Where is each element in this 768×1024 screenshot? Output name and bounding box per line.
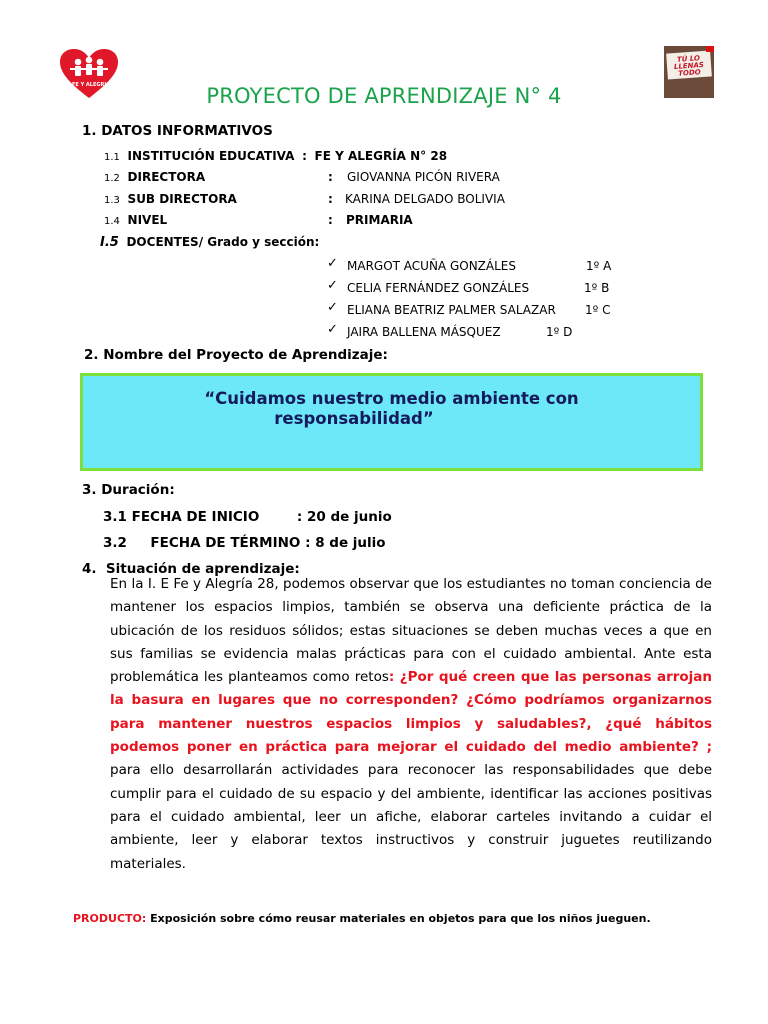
- docente-grade: 1º A: [586, 259, 612, 273]
- situacion-retos: : ¿Por qué creen que las personas arrojan la basura en lugares que no corresponden? ¿Cómo podríamos organizarnos para mantener nuestros espacios limpios y saludables?, ¿qué hábitos podemos poner en práctica para mejorar el cuidado del medio ambiente? ;: [110, 669, 713, 756]
- project-name-box: [80, 373, 703, 471]
- info-num: 1.4: [104, 216, 120, 227]
- info-num: 1.3: [104, 195, 120, 206]
- situacion-text-2: para ello desarrollarán actividades para reconocer las responsabilidades que debe cumplir para el cuidado de su espacio y del ambiente, identificar las acciones positivas para el cuidado ambiental, leer un afiche, elaborar carteles invitando a cuidar el ambiente, leer y elaborar textos instructivos y construir juguetes reutilizando materiales.: [110, 762, 712, 872]
- fecha-termino: 3.2 FECHA DE TÉRMINO : 8 de julio: [103, 535, 386, 551]
- section-1-heading: 1. DATOS INFORMATIVOS: [82, 123, 273, 139]
- project-name: [83, 389, 700, 429]
- docente-name: CELIA FERNÁNDEZ GONZÁLES: [347, 281, 530, 295]
- checkmark-icon: ✓: [327, 278, 338, 293]
- docentes-num: I.5: [100, 235, 119, 250]
- info-value: GIOVANNA PICÓN RIVERA: [347, 170, 500, 184]
- docente-grade: 1º B: [584, 281, 610, 295]
- info-num: 1.1: [104, 152, 120, 163]
- info-label: INSTITUCIÓN EDUCATIVA: [127, 149, 295, 163]
- info-sep: :: [328, 170, 333, 184]
- info-sep: :: [328, 213, 333, 227]
- situacion-paragraph: [110, 573, 712, 876]
- info-row-nivel: [104, 213, 167, 227]
- info-value: FE Y ALEGRÍA N° 28: [314, 149, 448, 163]
- docente-grade: 1º D: [546, 325, 573, 339]
- info-value: KARINA DELGADO BOLIVIA: [345, 192, 505, 206]
- logo-left-caption: FE Y ALEGRIA: [72, 82, 111, 88]
- fecha-inicio: 3.1 FECHA DE INICIO : 20 de junio: [103, 509, 392, 525]
- info-row-subdirectora: [104, 192, 237, 206]
- checkmark-icon: ✓: [327, 322, 338, 337]
- info-sep: :: [302, 149, 307, 163]
- producto-label: PRODUCTO:: [73, 912, 147, 925]
- project-name-line2: responsabilidad”: [274, 409, 434, 428]
- info-value: PRIMARIA: [346, 213, 413, 227]
- info-label: DIRECTORA: [127, 170, 206, 184]
- producto-text: Exposición sobre cómo reusar materiales en objetos para que los niños jueguen.: [146, 912, 651, 925]
- situacion-text-1: En la I. E Fe y Alegría 28, podemos observar que los estudiantes no toman conciencia de mantener los espacios limpios, también se observa una deficiente práctica de la ubicación de los residuos sólidos; estas situaciones se deben muchas veces a que en sus familias se evidencia malas prácticas para con el cuidado ambiental. Ante esta problemática les planteamos como retos: [110, 576, 712, 686]
- info-row-institucion: [104, 149, 447, 163]
- docente-name: JAIRA BALLENA MÁSQUEZ: [347, 325, 501, 339]
- docente-name: ELIANA BEATRIZ PALMER SALAZAR: [347, 303, 556, 317]
- page-title: PROYECTO DE APRENDIZAJE N° 4: [206, 84, 562, 108]
- section-3-heading: 3. Duración:: [82, 482, 175, 498]
- checkmark-icon: ✓: [327, 300, 338, 315]
- info-row-directora: [104, 170, 205, 184]
- section-2-heading: 2. Nombre del Proyecto de Aprendizaje:: [84, 347, 388, 363]
- section-4-heading: 4. Situación de aprendizaje:: [82, 561, 300, 577]
- docentes-label: DOCENTES/ Grado y sección:: [126, 235, 320, 249]
- info-label: SUB DIRECTORA: [127, 192, 237, 206]
- project-name-line1: “Cuidamos nuestro medio ambiente con: [204, 389, 579, 408]
- info-sep: :: [328, 192, 333, 206]
- producto-paragraph: [73, 911, 658, 926]
- docentes-heading: [100, 235, 319, 250]
- docente-grade: 1º C: [585, 303, 611, 317]
- info-label: NIVEL: [127, 213, 168, 227]
- info-num: 1.2: [104, 173, 120, 184]
- poster-caption: TÚ LO LLENAS TODO: [673, 54, 705, 78]
- docente-name: MARGOT ACUÑA GONZÁLES: [347, 259, 516, 273]
- checkmark-icon: ✓: [327, 256, 338, 271]
